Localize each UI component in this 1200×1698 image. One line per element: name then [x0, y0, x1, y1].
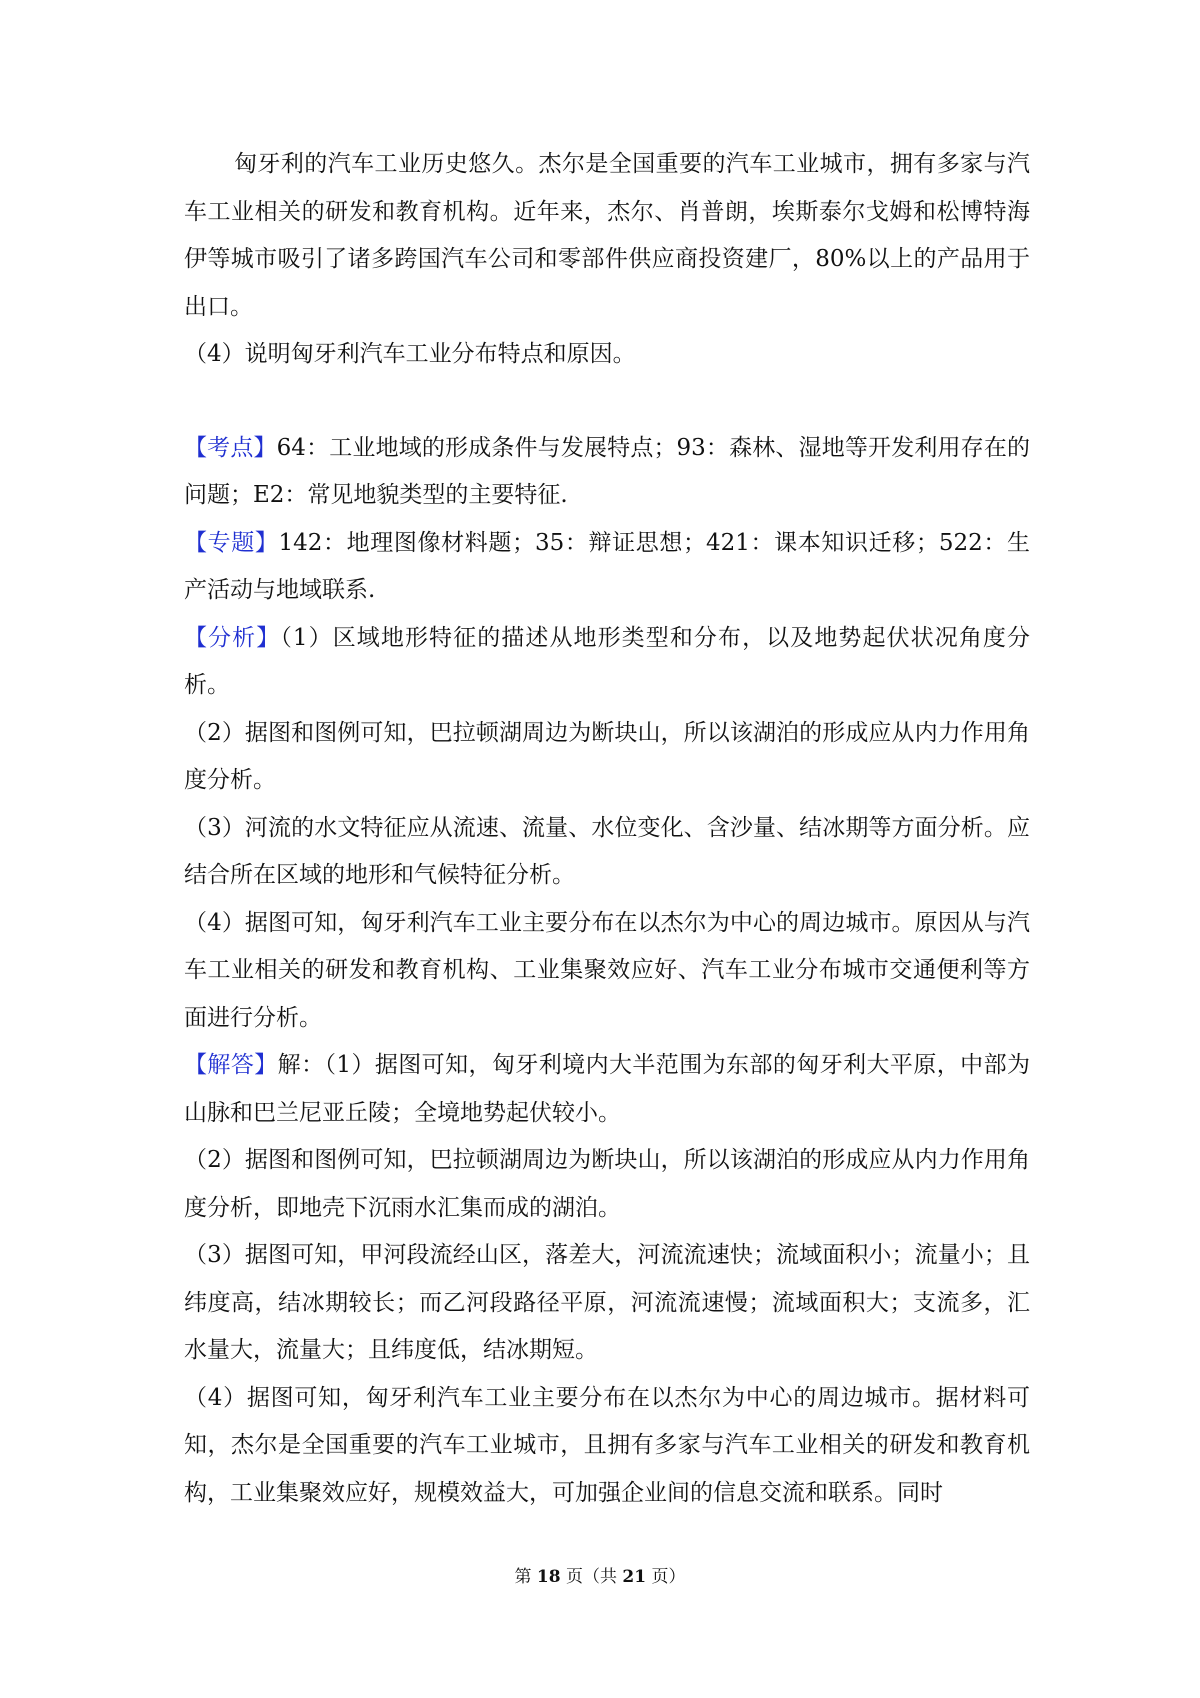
page-footer [0, 1562, 1200, 1587]
fenxi-section [184, 615, 1030, 710]
fenxi-p1: （1）区域地形特征的描述从地形类型和分布，以及地势起伏状况角度分析。 [184, 624, 1030, 698]
jieda-p3: （3）据图可知，甲河段流经山区，落差大，河流流速快；流域面积小；流量小；且纬度高，结冰期较长；而乙河段路径平原，河流流速慢；流域面积大；支流多，汇水量大，流量大；且纬度低，结冰期短。 [184, 1242, 1030, 1363]
footer-total-pages: 21 [622, 1567, 647, 1587]
question-4: （4）说明匈牙利汽车工业分布特点和原因。 [184, 341, 636, 367]
section-gap [184, 379, 1030, 425]
footer-prefix: 第 [514, 1567, 532, 1587]
document-body [184, 141, 1030, 1517]
footer-suffix: 页） [651, 1567, 686, 1587]
footer-page-number: 18 [536, 1567, 561, 1587]
jieda-tag: 【解答】 [184, 1052, 278, 1078]
footer-middle: 页（共 [566, 1567, 617, 1587]
kaodian-tag: 【考点】 [184, 434, 277, 461]
jieda-p4: （4）据图可知，匈牙利汽车工业主要分布在以杰尔为中心的周边城市。据材料可知，杰尔是全国重要的汽车工业城市，且拥有多家与汽车工业相关的研发和教育机构，工业集聚效应好，规模效益大，可加强企业间的信息交流和联系。同时 [184, 1384, 1030, 1506]
kaodian-section [184, 425, 1030, 520]
material-paragraph: 匈牙利的汽车工业历史悠久。杰尔是全国重要的汽车工业城市，拥有多家与汽车工业相关的研发和教育机构。近年来，杰尔、肖普朗，埃斯泰尔戈姆和松博特海伊等城市吸引了诸多跨国汽车公司和零部件供应商投资建厂，80%以上的产品用于出口。 [184, 151, 1030, 320]
fenxi-p4: （4）据图可知，匈牙利汽车工业主要分布在以杰尔为中心的周边城市。原因从与汽车工业相关的研发和教育机构、工业集聚效应好、汽车工业分布城市交通便利等方面进行分析。 [184, 909, 1030, 1031]
fenxi-tag: 【分析】 [184, 624, 281, 651]
kaodian-text: 64：工业地域的形成条件与发展特点；93：森林、湿地等开发利用存在的问题；E2：常见地貌类型的主要特征. [184, 434, 1031, 508]
jieda-section [184, 1042, 1030, 1137]
jieda-p2: （2）据图和图例可知，巴拉顿湖周边为断块山，所以该湖泊的形成应从内力作用角度分析，即地壳下沉雨水汇集而成的湖泊。 [184, 1147, 1030, 1221]
zhuanti-text: 142：地理图像材料题；35：辩证思想；421：课本知识迁移；522：生产活动与地域联系. [184, 529, 1031, 603]
fenxi-p2: （2）据图和图例可知，巴拉顿湖周边为断块山，所以该湖泊的形成应从内力作用角度分析。 [184, 719, 1030, 793]
zhuanti-tag: 【专题】 [184, 529, 279, 556]
zhuanti-section [184, 520, 1030, 615]
fenxi-p3: （3）河流的水文特征应从流速、流量、水位变化、含沙量、结冰期等方面分析。应结合所在区域的地形和气候特征分析。 [184, 814, 1030, 888]
jieda-p1: 解：（1）据图可知，匈牙利境内大半范围为东部的匈牙利大平原，中部为山脉和巴兰尼亚丘陵；全境地势起伏较小。 [184, 1052, 1030, 1126]
